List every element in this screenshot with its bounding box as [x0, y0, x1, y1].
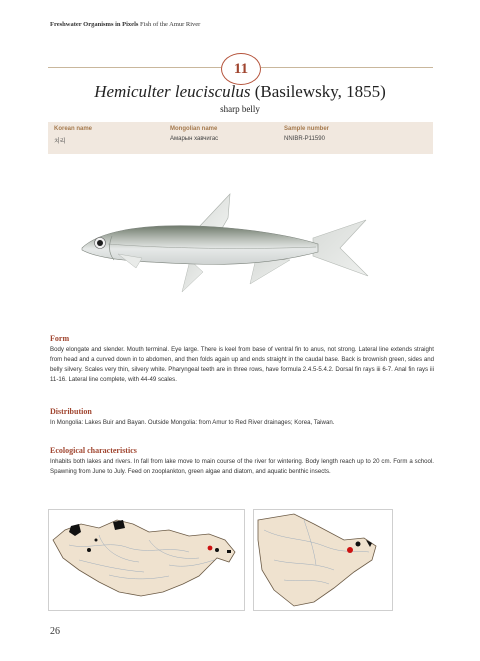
caudal-fin: [313, 220, 368, 276]
dorsal-fin: [198, 194, 230, 230]
mongolian-name-label: Mongolian name: [170, 126, 218, 132]
rule-right: [261, 67, 433, 68]
mongolia-map: [48, 509, 245, 611]
region-outline: [258, 514, 376, 606]
pelvic-fin: [182, 260, 203, 292]
book-title: Freshwater Organisms in Pixels: [50, 21, 139, 28]
sample-number-col: [284, 126, 329, 142]
rule-left: [48, 67, 221, 68]
scientific-name: Hemiculter leucisculus: [94, 82, 251, 101]
mongolian-name-col: [170, 126, 218, 142]
species-number-row: [48, 53, 433, 83]
mongolian-name-value: Амарын хавчигас: [170, 136, 219, 142]
form-text: Body elongate and slender. Mouth terminal. Eye large. There is keel from base of ventral fin to anus, not strong. Lateral line extends straight from head and a curved down in to abdomen, and then folds again up and ends straight in the caudal base. Back is brownish green, sides and belly silvery. Scales very thin, silvery white. Pharyngeal teeth are in three rows, have formula 2.4.5-5.4.2. Dorsal fin rays iii 6-7. Anal fin rays iii 11-16. Lateral line complete, with 44-49 scales.: [50, 346, 434, 383]
fish-body: [82, 226, 318, 265]
species-title: [0, 82, 480, 102]
section-title: Fish of the Amur River: [140, 21, 201, 28]
ecology-text: Inhabits both lakes and rivers. In fall from lake move to main course of the river for wintering. Body length reach up to 20 cm. Form a school. Spawning from June to July. Feed on zooplankton, green algae and diatom, and aquatic benthic insects.: [50, 458, 434, 475]
info-box: [48, 122, 433, 154]
sample-number-label: Sample number: [284, 126, 330, 132]
common-name: sharp belly: [220, 104, 260, 114]
sample-number-value: NNIBR-P11590: [284, 136, 325, 142]
distribution-marker-detail: [347, 547, 353, 553]
fish-photo: [78, 188, 376, 303]
distribution-text: In Mongolia: Lakes Buir and Bayan. Outside Mongolia: from Amur to Red River drainages; Korea, Taiwan.: [50, 419, 335, 426]
fish-pupil: [97, 240, 103, 246]
running-header: [50, 21, 200, 28]
korean-name-value: 치리: [54, 139, 66, 145]
form-heading: Form: [50, 334, 70, 343]
korean-name-col: [54, 126, 92, 145]
detail-map: [253, 509, 393, 611]
ecology-heading: Ecological characteristics: [50, 446, 137, 455]
distribution-heading: Distribution: [50, 407, 92, 416]
species-author: (Basilewsky, 1855): [254, 82, 386, 101]
page-number: 26: [50, 626, 60, 637]
distribution-marker: [208, 546, 213, 551]
species-number: 11: [221, 53, 261, 85]
korean-name-label: Korean name: [54, 126, 93, 132]
